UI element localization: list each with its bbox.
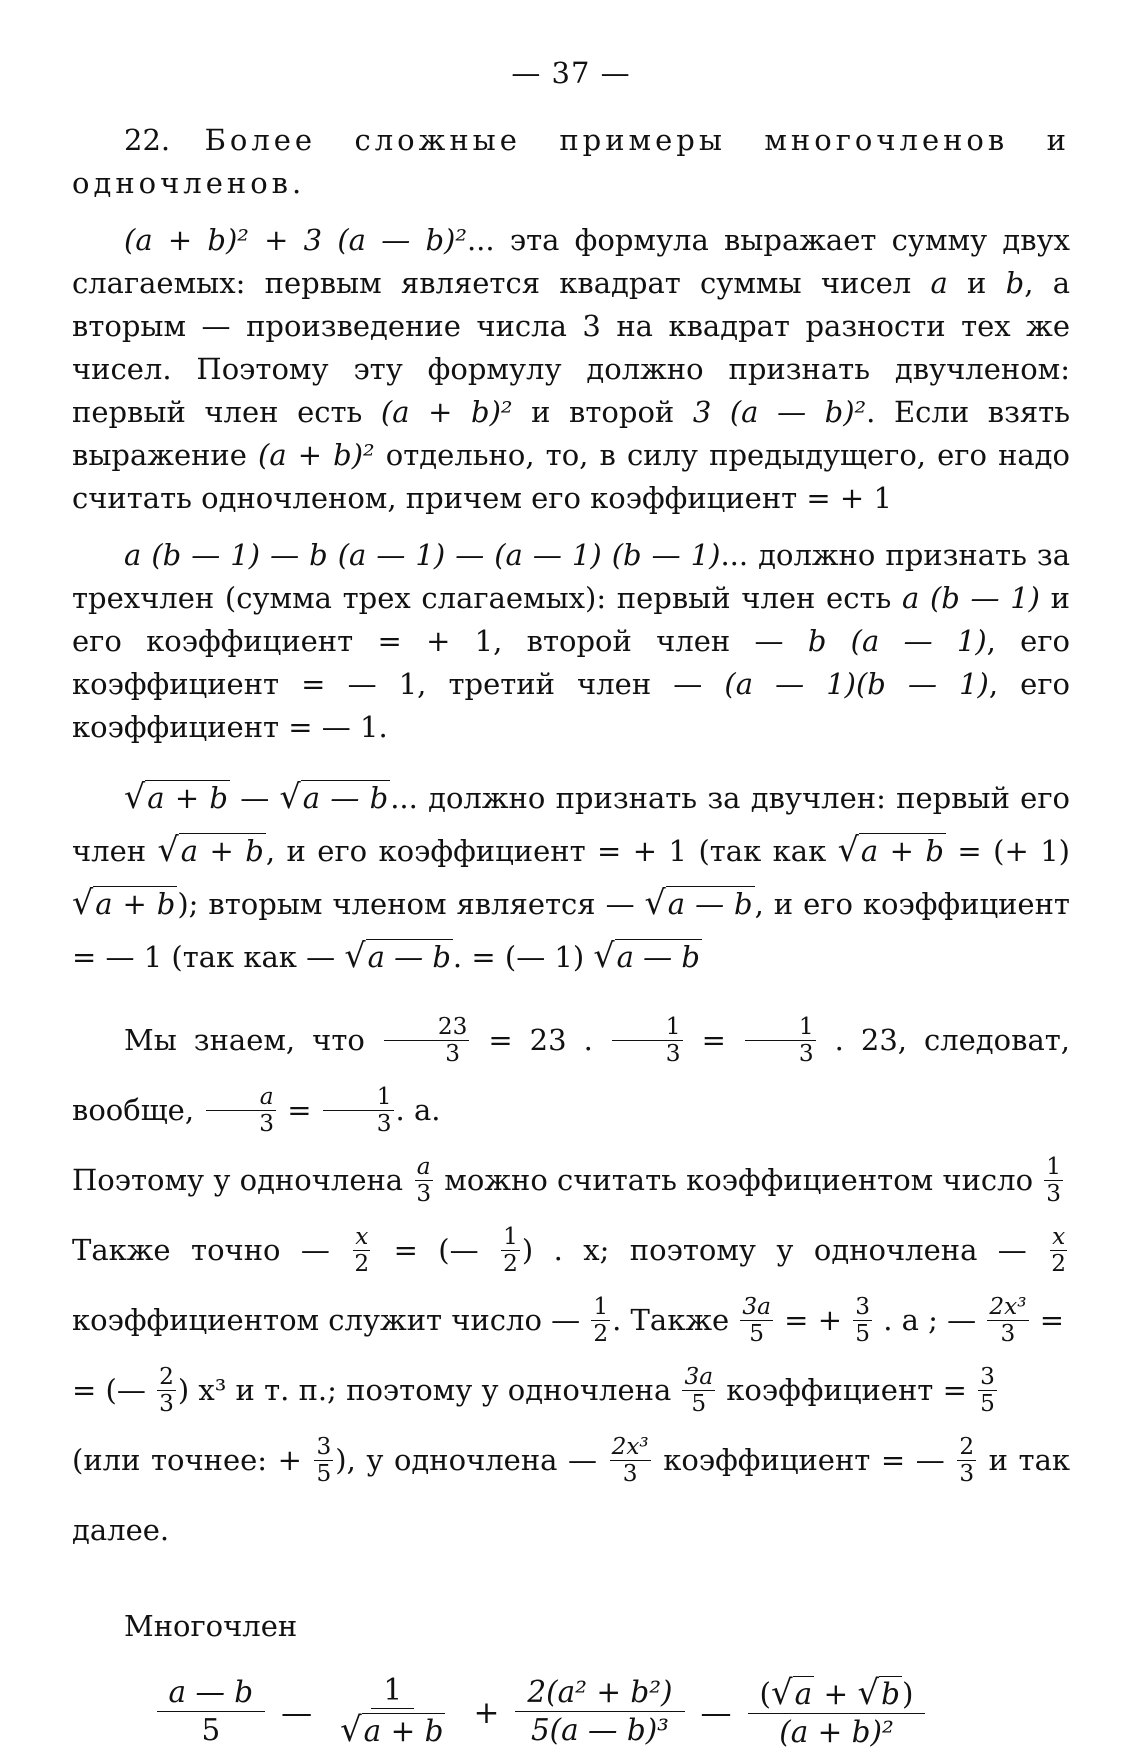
op-plus: + [473,1694,500,1731]
fraction-2-3: $\frac{2}{3}$ [959,1432,975,1487]
fraction-2x3-3: $\frac{\text{2x³}}{3}$ [611,1432,649,1487]
fraction-a-3: $\frac{a}{3}$ [205,1084,276,1136]
formula-1: (a + b)² + 3 (a — b)² [124,223,467,257]
ex2-text1: ... должно признать за трехчлен (сумма трех слагаемых): первый член есть [72,538,1071,615]
fraction-23-3: $\frac{23}{3}$ [384,1014,470,1066]
fraction-3-5: $\frac{3}{5}$ [316,1432,332,1487]
op-minus: — [281,1694,313,1731]
ex3-minus: — [240,781,270,815]
op-minus: — [700,1694,732,1731]
radical-a-plus-b: √a + b [124,777,228,816]
radical-a-plus-b: √a + b [837,830,944,869]
fraction-3a-5: $\frac{3a}{5}$ [684,1362,714,1417]
example-1 [72,219,1070,520]
term-4-fraction: $\frac{(√a + √b)}{\text{(a + b)²}}$ [748,1672,926,1751]
fraction-1-3: $\frac{1}{3}$ [1046,1152,1062,1207]
radical-a-plus-b: √a + b [157,830,264,869]
ex4-line-4: = (— $\frac{2}{3}$ ) x³ и т. п.; поэтому у одночлена $\frac{3a}{5}$ коэффициент = $\frac{3}{5}$ [72,1362,995,1417]
ex1-text3: и второй [512,395,693,429]
section-number: 22. [124,123,171,157]
ex4-line-1: Мы знаем, что $\frac{23}{3}$ = 23 . $\frac{1}{3}$ = $\frac{1}{3}$ . 23, следоват, вообще, $\frac{a}{3}$ = $\frac{1}{3}$ . a. [72,1012,1071,1137]
ex1-term2: 3 (a — b)² [692,395,867,429]
ex2-term2: b (a — 1) [807,624,987,658]
ex3-text3: ); вторым членом является — [177,887,645,921]
ex2-term3: (a — 1)(b — 1) [724,667,989,701]
ex1-text2: , а вторым — произведение числа 3 на квадрат разности тех же чисел. Поэтому эту формулу должно признать двучленом: первый член есть [72,266,1071,429]
term-1-fraction: $\frac{a — b}{5}$ [157,1674,266,1748]
radical-a-minus-b: √a — b [344,936,451,975]
example-4 [72,1005,1070,1565]
section-heading [72,119,1070,205]
fraction-1-3: $\frac{1}{3}$ [612,1014,683,1066]
fraction-2x3-3: $\frac{\text{2x³}}{3}$ [989,1292,1027,1347]
fraction-3-5: $\frac{3}{5}$ [855,1292,870,1347]
ex4-line-2: Поэтому у одночлена $\frac{a}{3}$ можно считать коэффициентом число $\frac{1}{3}$ [72,1152,1062,1207]
ex4-line-5: (или точнее: + $\frac{3}{5}$ ), у одночлена — $\frac{\text{2x³}}{3}$ коэффициент = — $\frac{2}{3}$ и так далее. [72,1432,1070,1547]
fraction-x-2: $\frac{x}{2}$ [1051,1222,1066,1277]
ex3-eq-plus1: = (+ 1) [957,834,1070,868]
ex1-and: и [947,266,1006,300]
fraction-3a-5: $\frac{3a}{5}$ [742,1292,771,1347]
ex2-text2: и его коэффициент = + 1, второй член — [72,581,1070,658]
ex3-text5: . = (— 1) [452,940,594,974]
page-number: — 37 — [511,56,631,90]
fraction-x-2: $\frac{x}{2}$ [354,1222,370,1277]
term-3-fraction: $\frac{\text{2(a² + b²)}}{\text{5(a — b)³}}$ [515,1674,684,1748]
ex2-text4: , его коэффициент = — 1. [72,667,1070,744]
ex4-line-3: Также точно — $\frac{x}{2}$ = (— $\frac{1}{2}$ ) . x; поэтому у одночлена — $\frac{x}{2}$ коэффициентом служит число — $\frac{1}{2}$ . Также $\frac{3a}{5}$ = + $\frac{3}{5}$ . a ; — $\frac{\text{2x³}}{3}$ = [72,1222,1066,1347]
ex3-text1: ... должно признать за двучлен: первый его член [72,781,1071,868]
fraction-1-2: $\frac{1}{2}$ [503,1222,518,1277]
example-2 [72,534,1070,749]
fraction-3-5: $\frac{3}{5}$ [980,1362,995,1417]
polynomial-label: Многочлен [124,1609,298,1643]
var-b: b [1005,266,1025,300]
var-a: a [930,266,948,300]
fraction-a-3: $\frac{a}{3}$ [416,1152,432,1207]
formula-2: a (b — 1) — b (a — 1) — (a — 1) (b — 1) [124,538,721,572]
radical-a-minus-b: √a — b [593,936,700,975]
fraction-1-3: $\frac{1}{3}$ [745,1014,816,1066]
ex3-text2: , и его коэффициент = + 1 (так как [265,834,838,868]
ex3-text4: , и его коэффициент = — 1 (так как — [72,887,1070,974]
ex2-term1: a (b — 1) [901,581,1040,615]
radical-a-minus-b: √a — b [644,883,753,922]
ex1-text5: отдельно, то, в силу предыдущего, его надо считать одночленом, причем его коэффициент = + 1 [72,438,1071,515]
term-2-fraction: $\frac{1}{√a + b}$ [340,1673,444,1750]
example-3 [72,771,1070,983]
ex1-text4: . Если взять выражение [72,395,1071,472]
fraction-1-2: $\frac{1}{2}$ [593,1292,609,1347]
section-title: Более сложные примеры многочленов и одночленов. [72,123,1070,200]
polynomial-formula [72,1674,1070,1753]
fraction-2-3: $\frac{2}{3}$ [159,1362,174,1417]
fraction-1-3: $\frac{1}{3}$ [323,1084,394,1136]
ex1-text1: ... эта формула выражает сумму двух слагаемых: первым является квадрат суммы чисел [72,223,1070,300]
ex2-text3: , его коэффициент = — 1, третий член — [72,624,1070,701]
radical-a-minus-b: √a — b [279,777,389,816]
ex1-term1: (a + b)² [380,395,513,429]
radical-a-plus-b: √a + b [72,883,176,922]
ex1-term3: (a + b)² [258,438,375,472]
